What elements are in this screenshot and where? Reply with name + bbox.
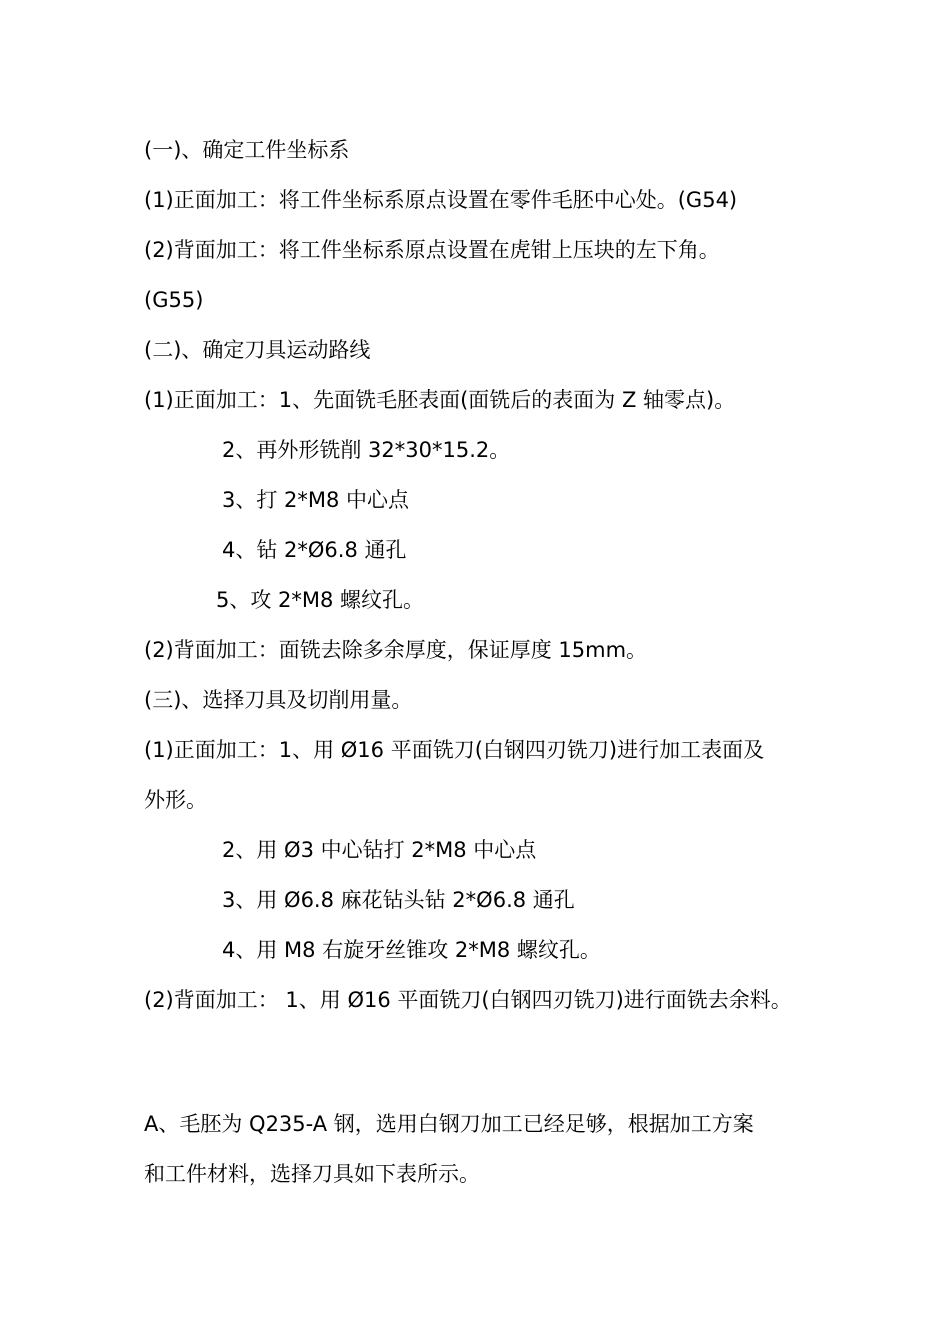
path-back: (2)背面加工：面铣去除多余厚度，保证厚度 15mm。 xyxy=(144,638,648,662)
paragraph-back-origin: (2)背面加工：将工件坐标系原点设置在虎钳上压块的左下角。 xyxy=(144,238,720,262)
path-front-step-4: 4、钻 2*Ø6.8 通孔 xyxy=(222,538,407,562)
path-front-step-2: 2、再外形铣削 32*30*15.2。 xyxy=(222,438,511,462)
path-front-step-3: 3、打 2*M8 中心点 xyxy=(222,488,410,512)
tool-front-step-1: (1)正面加工：1、用 Ø16 平面铣刀(白钢四刃铣刀)进行加工表面及 xyxy=(144,738,765,762)
tool-front-step-3: 3、用 Ø6.8 麻花钻头钻 2*Ø6.8 通孔 xyxy=(222,888,575,912)
tool-front-step-2: 2、用 Ø3 中心钻打 2*M8 中心点 xyxy=(222,838,537,862)
tool-front-step-4: 4、用 M8 右旋牙丝锥攻 2*M8 螺纹孔。 xyxy=(222,938,601,962)
paragraph-material-cont: 和工件材料，选择刀具如下表所示。 xyxy=(144,1162,480,1186)
paragraph-back-origin-cont: (G55) xyxy=(144,288,204,312)
section-heading-1: (一)、确定工件坐标系 xyxy=(144,138,350,162)
tool-back: (2)背面加工： 1、用 Ø16 平面铣刀(白钢四刃铣刀)进行面铣去余料。 xyxy=(144,988,792,1012)
paragraph-material: A、毛胚为 Q235-A 钢，选用白钢刀加工已经足够，根据加工方案 xyxy=(144,1112,754,1136)
tool-front-step-1-cont: 外形。 xyxy=(144,788,207,812)
path-front-step-1: (1)正面加工：1、先面铣毛胚表面(面铣后的表面为 Z 轴零点)。 xyxy=(144,388,736,412)
paragraph-front-origin: (1)正面加工：将工件坐标系原点设置在零件毛胚中心处。(G54) xyxy=(144,188,738,212)
path-front-step-5: 5、攻 2*M8 螺纹孔。 xyxy=(216,588,425,612)
section-heading-3: (三)、选择刀具及切削用量。 xyxy=(144,688,413,712)
section-heading-2: (二)、确定刀具运动路线 xyxy=(144,338,371,362)
